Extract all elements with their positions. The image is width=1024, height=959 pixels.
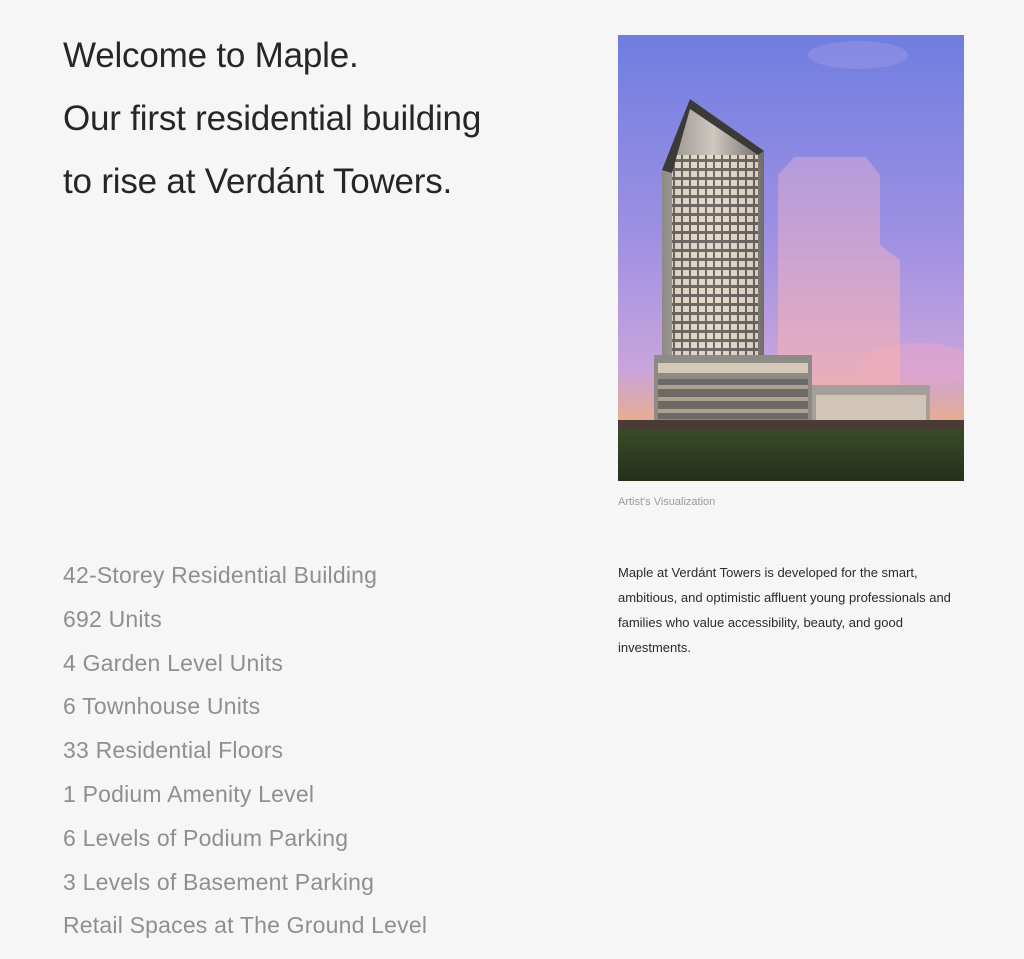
headline-line-3: to rise at Verdánt Towers. — [63, 162, 453, 201]
fact-item: 4 Garden Level Units — [63, 649, 284, 676]
headline-line-2: Our first residential building — [63, 99, 482, 138]
tower-rendering-image — [618, 35, 964, 481]
fact-item: 692 Units — [63, 605, 162, 632]
building-facts-list — [63, 554, 427, 948]
headline — [63, 24, 583, 213]
fact-item: Retail Spaces at The Ground Level — [63, 912, 428, 939]
fact-item: 3 Levels of Basement Parking — [63, 868, 375, 895]
description-paragraph: Maple at Verdánt Towers is developed for the smart, ambitious, and optimistic affluent young professionals and families who value accessibility, beauty, and good investments. — [618, 565, 951, 655]
fact-item: 33 Residential Floors — [63, 737, 284, 764]
fact-item: 42-Storey Residential Building — [63, 562, 378, 588]
fact-item: 6 Levels of Podium Parking — [63, 824, 349, 851]
image-caption: Artist's Visualization — [618, 496, 716, 508]
fact-item: 6 Townhouse Units — [63, 693, 261, 720]
fact-item: 1 Podium Amenity Level — [63, 780, 315, 807]
headline-line-1: Welcome to Maple. — [63, 36, 359, 75]
